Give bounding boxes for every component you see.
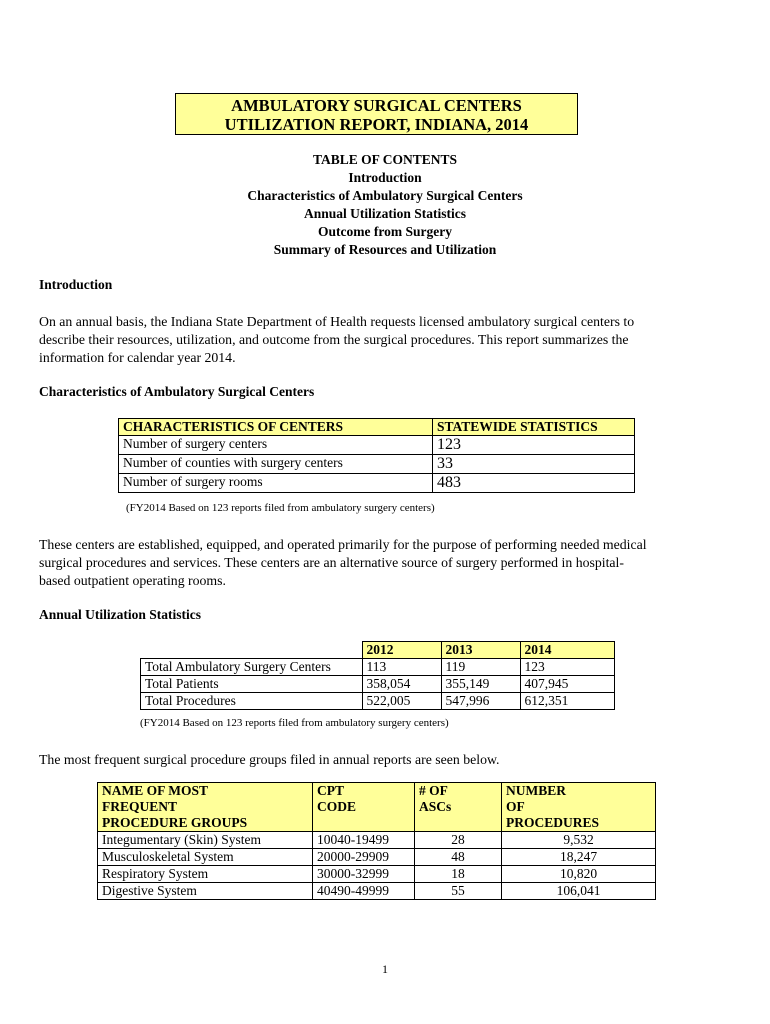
table-of-contents — [0, 151, 770, 259]
table-row — [98, 883, 656, 900]
header-line: PROCEDURE GROUPS — [102, 815, 248, 830]
row-value: 612,351 — [520, 693, 615, 710]
paragraph-line: These centers are established, equipped, and operated primarily for the purpose of performing needed medical — [39, 537, 647, 552]
toc-item: Annual Utilization Statistics — [303, 206, 466, 221]
row-value: 547,996 — [441, 693, 520, 710]
table-header-row — [98, 783, 656, 832]
column-header-ascs — [415, 783, 502, 832]
header-line: OF — [506, 799, 525, 814]
procedure-name: Integumentary (Skin) System — [98, 832, 313, 849]
procedure-cpt: 40490-49999 — [313, 883, 415, 900]
column-header: STATEWIDE STATISTICS — [433, 419, 635, 436]
table-header-row — [119, 419, 635, 436]
table-row — [141, 676, 615, 693]
row-value: 407,945 — [520, 676, 615, 693]
header-line: PROCEDURES — [506, 815, 600, 830]
table-row — [141, 659, 615, 676]
procedure-number: 18,247 — [502, 849, 656, 866]
row-value: 123 — [433, 436, 635, 455]
column-header-number — [502, 783, 656, 832]
intro-paragraph — [39, 313, 739, 367]
toc-item: Outcome from Surgery — [318, 224, 452, 239]
procedure-ascs: 55 — [415, 883, 502, 900]
procedure-cpt: 20000-29909 — [313, 849, 415, 866]
row-label: Number of surgery rooms — [119, 474, 433, 493]
procedure-ascs: 48 — [415, 849, 502, 866]
characteristics-heading: Characteristics of Ambulatory Surgical Centers — [39, 384, 315, 399]
report-title-line1: AMBULATORY SURGICAL CENTERS — [231, 96, 522, 115]
table-row — [98, 866, 656, 883]
row-value: 113 — [362, 659, 441, 676]
procedure-ascs: 28 — [415, 832, 502, 849]
table-row — [141, 693, 615, 710]
report-title — [175, 93, 578, 135]
header-line: CODE — [317, 799, 357, 814]
year-header: 2012 — [362, 642, 441, 659]
procedure-number: 9,532 — [502, 832, 656, 849]
procedure-name: Respiratory System — [98, 866, 313, 883]
row-value: 123 — [520, 659, 615, 676]
annual-heading: Annual Utilization Statistics — [39, 607, 202, 622]
annual-table — [140, 641, 615, 710]
year-header: 2013 — [441, 642, 520, 659]
header-line: FREQUENT — [102, 799, 178, 814]
table-row — [98, 849, 656, 866]
header-line: CPT — [317, 783, 344, 798]
table-header-row — [141, 642, 615, 659]
table-row — [119, 455, 635, 474]
table-row — [119, 474, 635, 493]
procedure-ascs: 18 — [415, 866, 502, 883]
row-label: Total Ambulatory Surgery Centers — [141, 659, 363, 676]
header-line: ASCs — [419, 799, 452, 814]
row-value: 355,149 — [441, 676, 520, 693]
header-line: NUMBER — [506, 783, 566, 798]
row-label: Number of surgery centers — [119, 436, 433, 455]
intro-line: On an annual basis, the Indiana State Department of Health requests licensed ambulatory surgical centers to — [39, 314, 635, 329]
procedure-cpt: 30000-32999 — [313, 866, 415, 883]
procedure-number: 106,041 — [502, 883, 656, 900]
annual-note: (FY2014 Based on 123 reports filed from ambulatory surgery centers) — [140, 717, 449, 729]
year-header: 2014 — [520, 642, 615, 659]
characteristics-note: (FY2014 Based on 123 reports filed from ambulatory surgery centers) — [126, 502, 435, 514]
row-label: Total Procedures — [141, 693, 363, 710]
procedures-table — [97, 782, 656, 900]
intro-line: information for calendar year 2014. — [39, 350, 236, 365]
paragraph-line: based outpatient operating rooms. — [39, 573, 226, 588]
frequent-intro: The most frequent surgical procedure groups filed in annual reports are seen below. — [39, 752, 500, 767]
table-row — [119, 436, 635, 455]
empty-cell — [141, 642, 363, 659]
toc-item: Introduction — [348, 170, 422, 185]
row-value: 33 — [433, 455, 635, 474]
intro-heading: Introduction — [39, 277, 113, 292]
procedure-name: Musculoskeletal System — [98, 849, 313, 866]
row-label: Total Patients — [141, 676, 363, 693]
characteristics-table — [118, 418, 635, 493]
row-label: Number of counties with surgery centers — [119, 455, 433, 474]
toc-item: Summary of Resources and Utilization — [273, 242, 497, 257]
centers-paragraph — [39, 536, 739, 590]
column-header-cpt — [313, 783, 415, 832]
row-value: 358,054 — [362, 676, 441, 693]
row-value: 119 — [441, 659, 520, 676]
procedure-number: 10,820 — [502, 866, 656, 883]
procedure-cpt: 10040-19499 — [313, 832, 415, 849]
row-value: 483 — [433, 474, 635, 493]
column-header-name — [98, 783, 313, 832]
toc-item: Characteristics of Ambulatory Surgical Centers — [247, 188, 523, 203]
header-line: NAME OF MOST — [102, 783, 208, 798]
procedure-name: Digestive System — [98, 883, 313, 900]
report-title-line2: UTILIZATION REPORT, INDIANA, 2014 — [224, 115, 529, 134]
paragraph-line: surgical procedures and services. These centers are an alternative source of surgery performed in hospital- — [39, 555, 624, 570]
intro-line: describe their resources, utilization, and outcome from the surgical procedures. This report summarizes the — [39, 332, 629, 347]
table-row — [98, 832, 656, 849]
row-value: 522,005 — [362, 693, 441, 710]
column-header: CHARACTERISTICS OF CENTERS — [119, 419, 433, 436]
header-line: # OF — [419, 783, 448, 798]
page-number: 1 — [382, 962, 388, 976]
toc-heading: TABLE OF CONTENTS — [312, 152, 458, 167]
